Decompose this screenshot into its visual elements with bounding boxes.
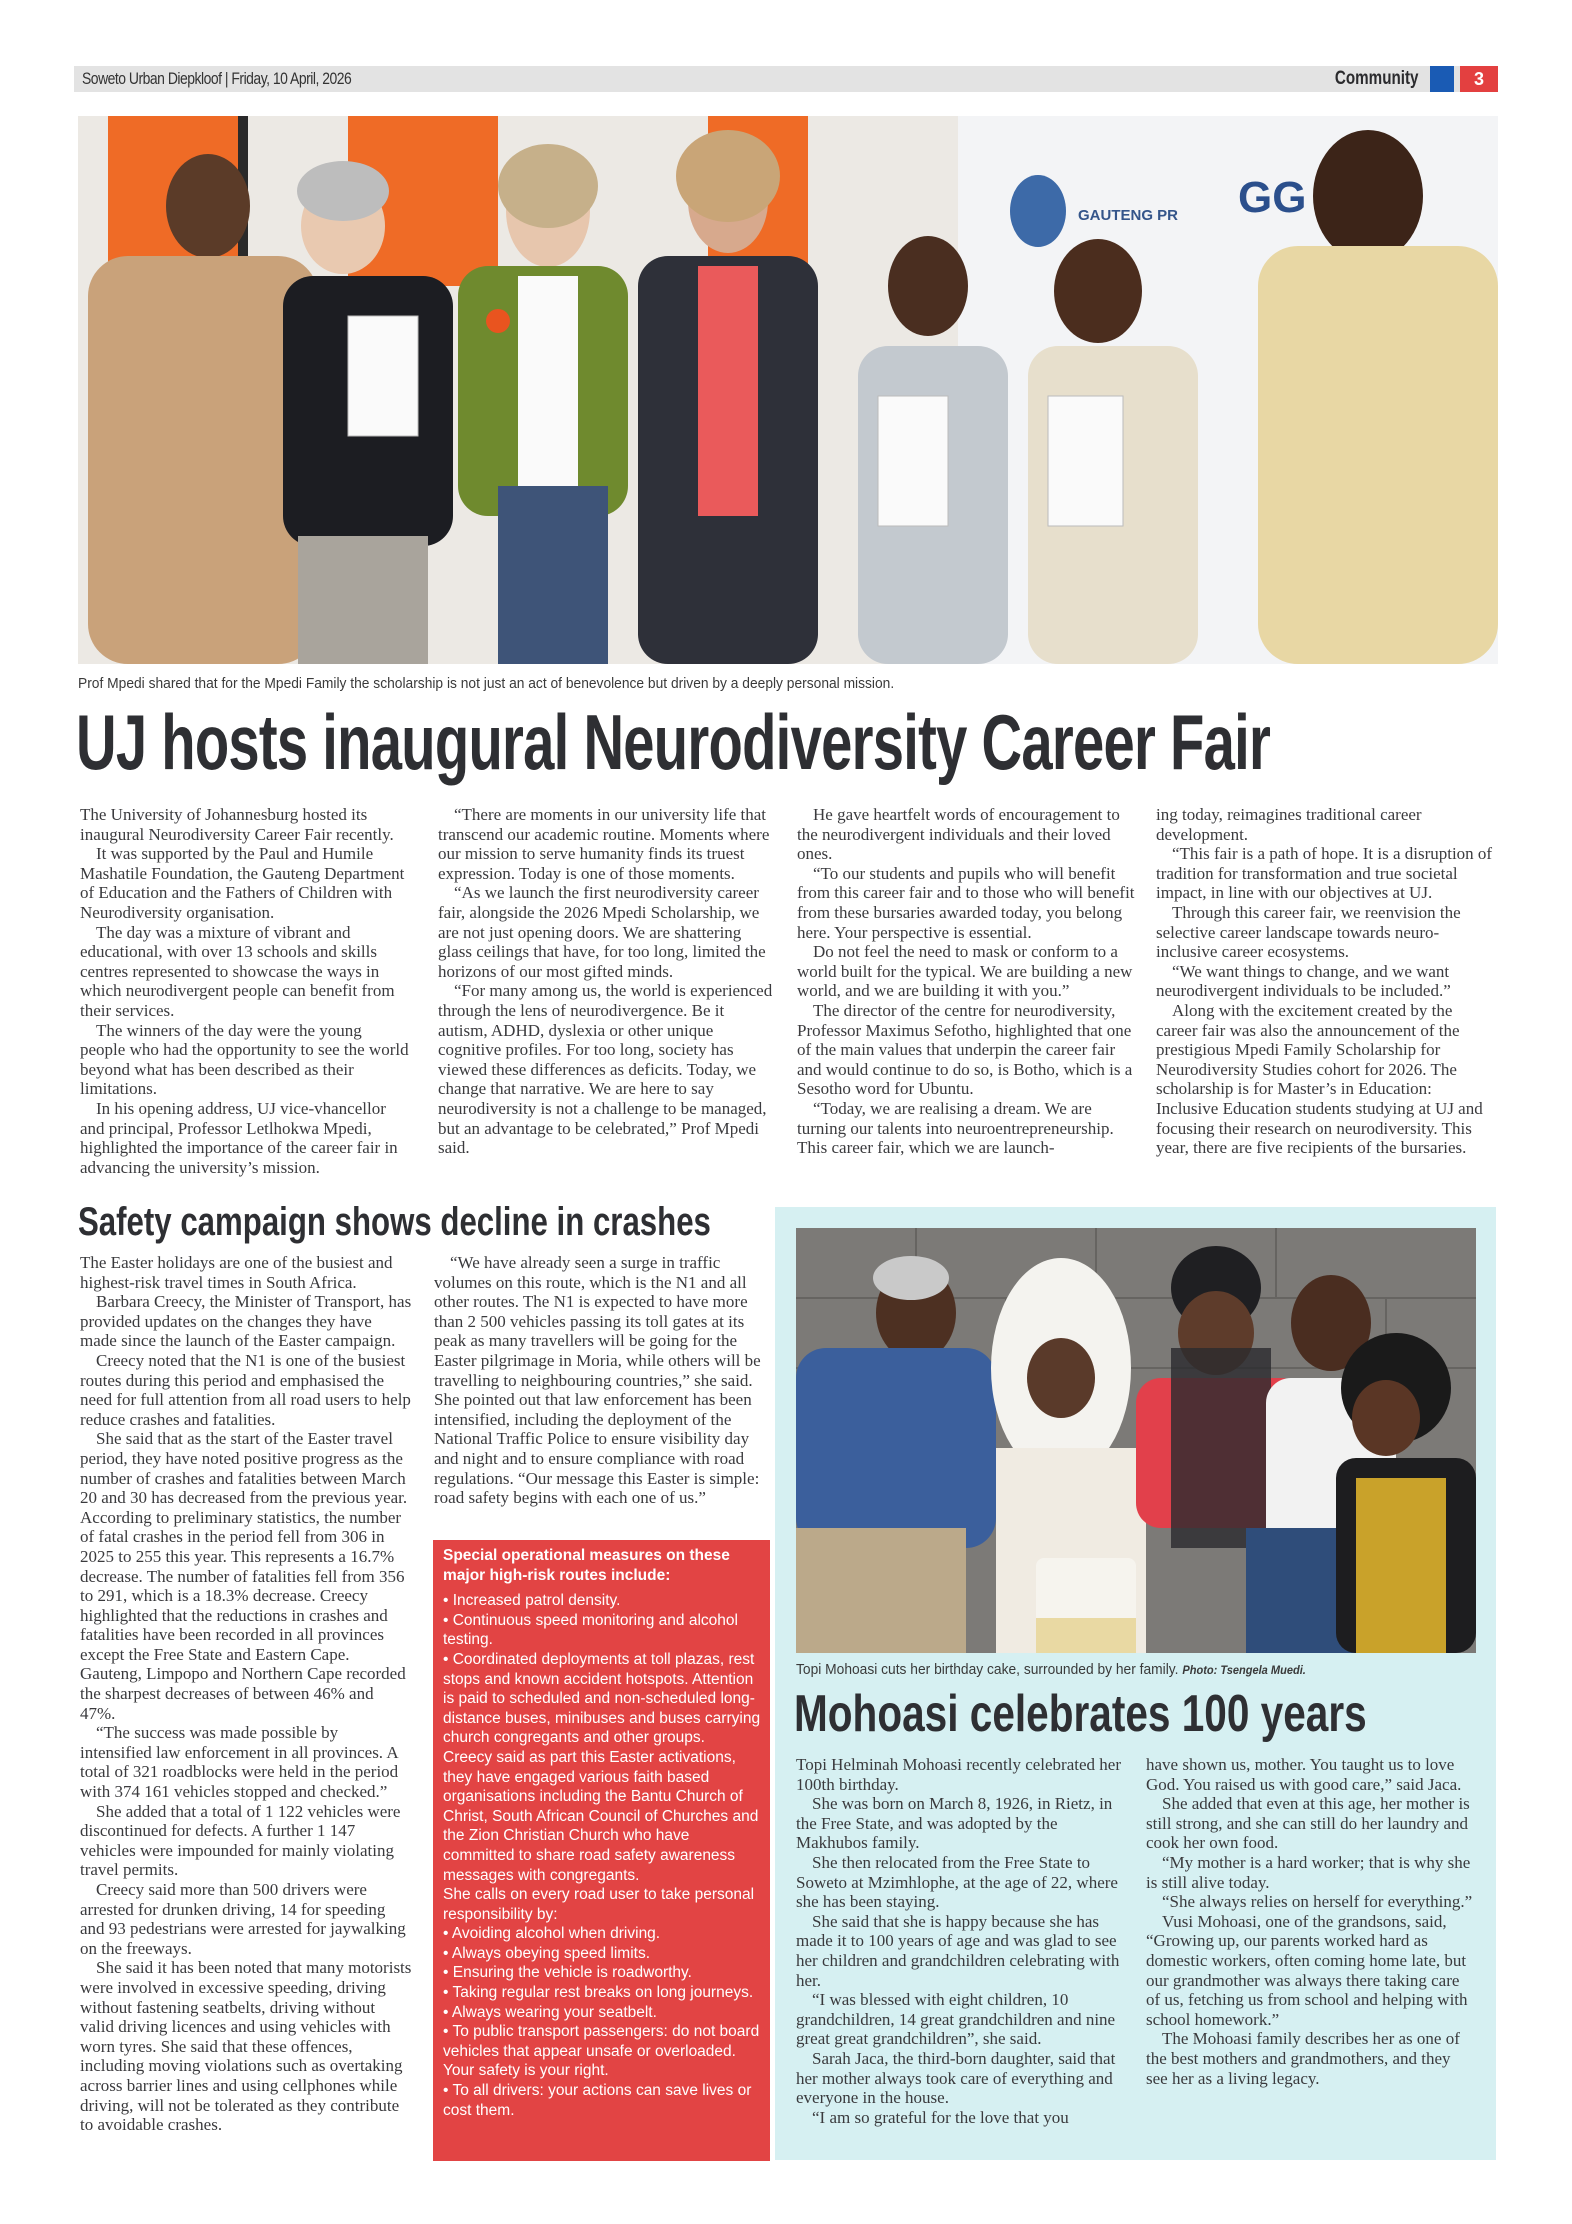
paragraph: Sarah Jaca, the third-born daughter, said that her mother always took care of everything and everyone in the house. [796, 2048, 1116, 2108]
paragraph: The Mohoasi family describes her as one of the best mothers and grandmothers, and they see her as a living legacy. [1146, 2029, 1460, 2088]
sidebar-line: • Coordinated deployments at toll plazas, rest stops and known accident hotspots. Attention is paid to scheduled and non-scheduled long-distance buses, minibuses and buses carrying church congregants and other groups. [443, 1650, 761, 1747]
paragraph: “There are moments in our university life that transcend our academic routine. Moments where our mission to serve humanity finds its truest expression. Today is one of those moments. [438, 805, 770, 883]
sidebar-line: • Increased patrol density. [443, 1592, 621, 1610]
safety-column-2 [434, 1253, 770, 1508]
paragraph: The Easter holidays are one of the busiest and highest-risk travel times in South Africa. [80, 1253, 393, 1292]
sidebar-line: • Always obeying speed limits. [443, 1944, 651, 1962]
paragraph: ing today, reimagines traditional career development. [1156, 805, 1422, 844]
birthday-column-1 [796, 1755, 1121, 2127]
paragraph: She added that even at this age, her mother is still strong, and she can still do her laundry and cook her own food. [1146, 1794, 1470, 1853]
paragraph: “This fair is a path of hope. It is a disruption of tradition for transformation and true societal impact, in line with our objectives at UJ. [1156, 844, 1493, 903]
paragraph: She then relocated from the Free State to Soweto at Mzimhlophe, at the age of 22, where she has been staying. [796, 1852, 1118, 1912]
caption-text: Topi Mohoasi cuts her birthday cake, surrounded by her family. [796, 1661, 1179, 1678]
birthday-headline: Mohoasi celebrates 100 years [794, 1685, 1367, 1743]
sidebar-line: • Taking regular rest breaks on long journeys. [443, 1984, 754, 2002]
birthday-photo [796, 1228, 1476, 1653]
photo-credit: Photo: Tsengela Muedi. [1182, 1663, 1306, 1677]
lead-column-4 [1156, 805, 1498, 1158]
lead-headline: UJ hosts inaugural Neurodiversity Career Fair [76, 698, 1271, 786]
lead-photo [78, 116, 1498, 664]
paragraph: The day was a mixture of vibrant and educational, with over 13 schools and skills centres represented to showcase the ways in which neurodivergent people can benefit from their services. [80, 922, 395, 1020]
paragraph: She added that a total of 1 122 vehicles were discontinued for defects. A further 1 147 vehicles were impounded for mainly violating travel permits. [80, 1801, 401, 1880]
paragraph: She said that she is happy because she has made it to 100 years of age and was glad to see her children and grandchildren celebrating with her. [796, 1911, 1120, 1990]
dateline: Soweto Urban Diepkloof | Friday, 10 April, 2026 [82, 69, 352, 88]
lead-photo-caption: Prof Mpedi shared that for the Mpedi Family the scholarship is not just an act of benevolence but driven by a deeply personal mission. [78, 675, 895, 692]
paragraph: Topi Helminah Mohoasi recently celebrated her 100th birthday. [796, 1755, 1121, 1794]
paragraph: “I was blessed with eight children, 10 grandchildren, 14 great grandchildren and nine great great grandchildren”, she said. [796, 1990, 1116, 2049]
paragraph: He gave heartfelt words of encouragement to the neurodivergent individuals and their loved ones. [797, 805, 1120, 864]
lead-column-3 [797, 805, 1139, 1158]
paragraph: Along with the excitement created by the career fair was also the announcement of the prestigious Mpedi Family Scholarship for Neurodiversity Studies cohort for 2026. The scholarship is for Master’s in Education: Inclusive Education students studying at UJ and focusing their research on neurodiversity. This year, there are five recipients of the bursaries. [1156, 1000, 1483, 1158]
sidebar-line: • Ensuring the vehicle is roadworthy. [443, 1964, 692, 1982]
paragraph: “Today, we are realising a dream. We are turning our talents into neuroentrepreneurship. This career fair, which we are launch- [797, 1098, 1114, 1158]
section-color-tab [1430, 66, 1454, 92]
birthday-photo-caption [796, 1661, 1306, 1678]
paragraph: have shown us, mother. You taught us to love God. You raised us with good care,” said Jaca. [1146, 1755, 1462, 1794]
paragraph: “For many among us, the world is experienced through the lens of neurodivergence. Be it autism, ADHD, dyslexia or other unique cognitive profiles. For too long, society has viewed these differences as deficits. Today, we change that narrative. We are here to say neurodiversity is not a challenge to be managed, but an advantage to be celebrated,” Prof Mpedi said. [438, 981, 773, 1158]
paragraph: “We have already seen a surge in traffic volumes on this route, which is the N1 and all other routes. The N1 is expected to have more than 2 500 vehicles passing its toll gates at its peak as many travellers will be going for the Easter pilgrimage in Moria, while others will be travelling to neighbouring countries,” she said. She pointed out that law enforcement has been intensified, including the deployment of the National Traffic Police to ensure visibility day and night and to ensure compliance with road regulations. “Our message this Easter is simple: road safety begins with each one of us.” [434, 1253, 761, 1508]
sidebar-line: • Avoiding alcohol when driving. [443, 1925, 661, 1943]
safety-headline: Safety campaign shows decline in crashes [78, 1200, 711, 1244]
sidebar-line: • To public transport passengers: do not board vehicles that appear unsafe or overloaded. Your safety is your right. [443, 2023, 760, 2080]
sidebar-line: • Always wearing your seatbelt. [443, 2003, 657, 2021]
lead-column-2 [438, 805, 778, 1158]
sidebar-line: • To all drivers: your actions can save lives or cost them. [443, 2082, 752, 2119]
svg-text:GAUTENG PR: GAUTENG PR [1078, 207, 1179, 224]
paragraph: “My mother is a hard worker; that is why she is still alive today. [1146, 1852, 1471, 1892]
paragraph: “As we launch the first neurodiversity career fair, alongside the 2026 Mpedi Scholarship, we are not just opening doors. We are shattering glass ceilings that have, for too long, limited the horizons of our most gifted minds. [438, 883, 766, 981]
paragraph: She said it has been noted that many motorists were involved in excessive speeding, driving without fastening seatbelts, driving without valid driving licences and using vehicles with worn tyres. She said that these offences, including moving violations such as overtaking across barrier lines and using cellphones while driving, will not be tolerated as they contribute to avoidable crashes. [80, 1958, 412, 2135]
birthday-column-2 [1146, 1755, 1476, 2088]
paragraph: In his opening address, UJ vice-vhancellor and principal, Professor Letlhokwa Mpedi, highlighted the importance of the career fair in advancing the university’s mission. [80, 1098, 398, 1177]
page-number: 3 [1460, 66, 1498, 92]
paragraph: She said that as the start of the Easter travel period, they have noted positive progress as the number of crashes and fatalities between March 20 and 30 has decreased from the previous year. According to preliminary statistics, the number of fatal crashes in the period fell from 306 in 2025 to 255 this year. This represents a 16.7% decrease. The number of fatalities fell from 356 to 291, which is a 18.3% decrease. Creecy highlighted that the reductions in crashes and fatalities have been recorded in all provinces except the Free State and Eastern Cape. Gauteng, Limpopo and Northern Cape recorded the sharpest decreases of between 46% and 47%. [80, 1429, 408, 1723]
paragraph: The winners of the day were the young people who had the opportunity to see the world beyond what has been described as their limitations. [80, 1020, 409, 1099]
paragraph: The director of the centre for neurodiversity, Professor Maximus Sefotho, highlighted that one of the main values that underpin the career fair and would continue to do so, is Botho, which is a Sesotho word for Ubuntu. [797, 1000, 1133, 1099]
sidebar-title: Special operational measures on these major high-risk routes include: [443, 1547, 730, 1584]
sidebar-line: Creecy said as part this Easter activations, they have engaged various faith based organisations including the Bantu Church of Christ, South African Council of Churches and the Zion Christian Church who have committed to share road safety awareness messages with congregants. [443, 1748, 759, 1884]
sidebar-line: • Continuous speed monitoring and alcohol testing. [443, 1611, 738, 1649]
page-header-bar [74, 66, 1498, 92]
paragraph: Vusi Mohoasi, one of the grandsons, said, “Growing up, our parents worked hard as domestic workers, often coming home late, but our grandmother was always there taking care of us, fetching us from school and helping with school homework.” [1146, 1911, 1468, 2029]
paragraph: “The success was made possible by intensified law enforcement in all provinces. A total of 321 roadblocks were held in the period with 374 161 vehicles stopped and checked.” [80, 1723, 399, 1802]
safety-sidebar-box [433, 1540, 770, 2161]
paragraph: “I am so grateful for the love that you [812, 2107, 1069, 2127]
paragraph: Do not feel the need to mask or conform to a world built for the typical. We are building a new world, and we are building it with you.” [797, 942, 1133, 1001]
sidebar-line: She calls on every road user to take personal responsibility by: [443, 1886, 755, 1923]
paragraph: Creecy noted that the N1 is one of the busiest routes during this period and emphasised the need for full attention from all road users to help reduce crashes and fatalities. [80, 1350, 411, 1429]
paragraph: The University of Johannesburg hosted its inaugural Neurodiversity Career Fair recently. [80, 805, 394, 844]
lead-column-1 [80, 805, 410, 1177]
birthday-photo-illustration [796, 1228, 1476, 1653]
paragraph: Barbara Creecy, the Minister of Transport, has provided updates on the changes they have made since the launch of the Easter campaign. [80, 1292, 412, 1351]
paragraph: It was supported by the Paul and Humile Mashatile Foundation, the Gauteng Department of Education and the Fathers of Children with Neurodiversity organisation. [80, 844, 405, 922]
safety-column-1 [80, 1253, 412, 2135]
lead-photo-illustration [78, 116, 1498, 664]
paragraph: “To our students and pupils who will benefit from this career fair and to those who will benefit from these bursaries awarded today, you belong here. Your perspective is essential. [797, 863, 1135, 942]
paragraph: She was born on March 8, 1926, in Rietz, in the Free State, and was adopted by the Makhubos family. [796, 1794, 1113, 1853]
paragraph: “We want things to change, and we want neurodivergent individuals to be included.” [1156, 961, 1451, 1001]
svg-text:GG: GG [1238, 173, 1307, 222]
birthday-feature-box [775, 1207, 1496, 2160]
section-label: Community [1334, 68, 1418, 89]
paragraph: Through this career fair, we reenvision the selective career landscape towards neuro-inclusive career ecosystems. [1156, 902, 1461, 962]
paragraph: “She always relies on herself for everything.” [1162, 1892, 1473, 1912]
paragraph: Creecy said more than 500 drivers were arrested for drunken driving, 14 for speeding and 93 pedestrians were arrested for jaywalking on the freeways. [80, 1880, 406, 1958]
